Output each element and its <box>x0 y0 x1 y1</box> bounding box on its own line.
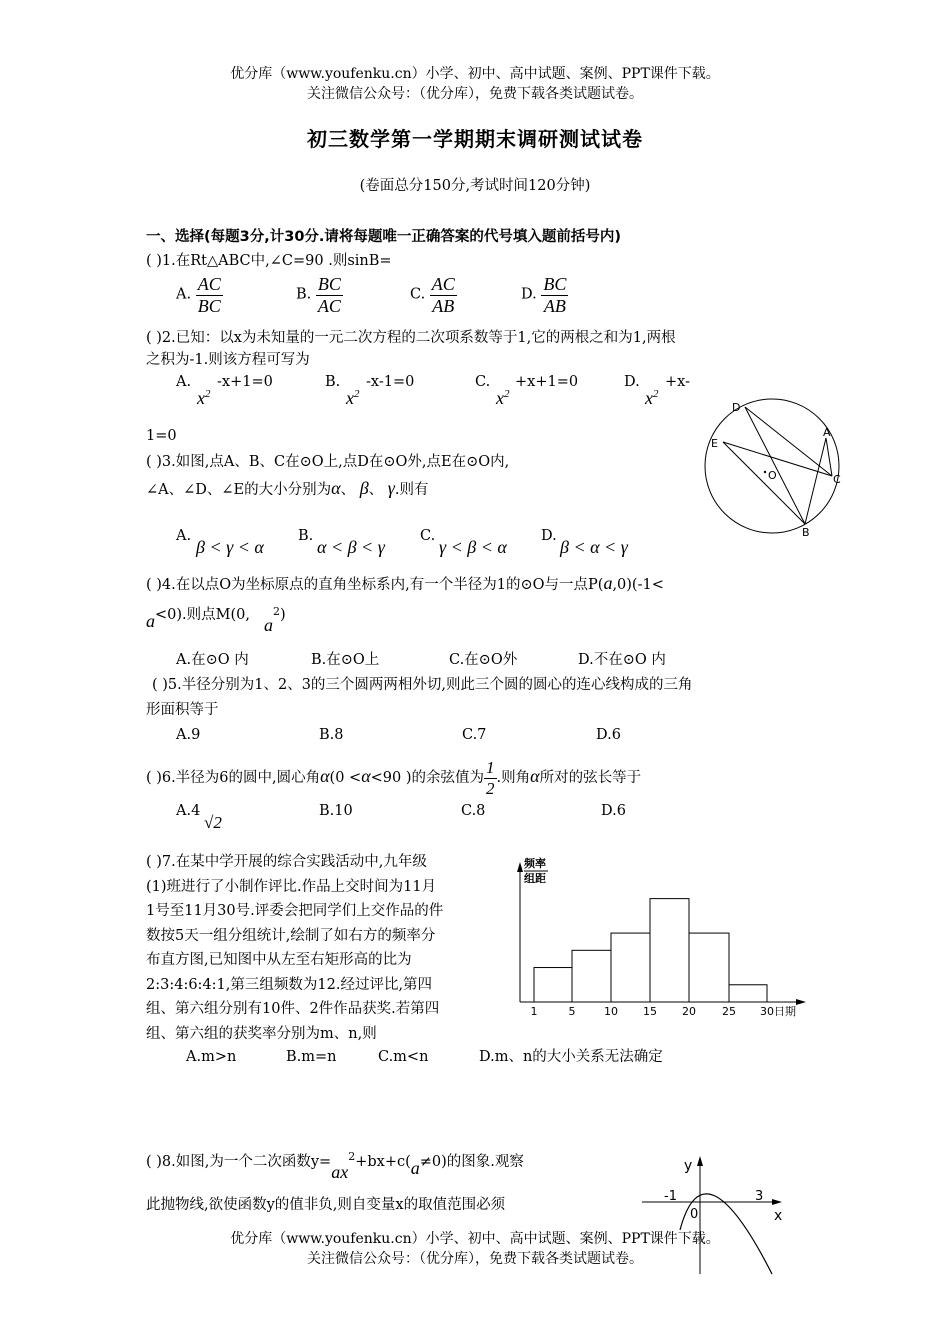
q8-line-2: 此抛物线,欲使函数y的值非负,则自变量x的取值范围必须 <box>146 1197 506 1213</box>
q7-option-d: D.m、n的大小关系无法确定 <box>479 1049 663 1065</box>
footer-line-1: 优分库（www.youfenku.cn）小学、初中、高中试题、案例、PPT课件下载。 <box>230 1231 720 1247</box>
q5-line-1: ( )5.半径分别为1、2、3的三个圆两两相外切,则此三个圆的圆心的连心线构成的三角 <box>152 677 693 693</box>
q7-line: 布直方图,已知图中从左至右矩形高的比为 <box>146 952 412 968</box>
header-line-2: 关注微信公众号：（优分库），免费下载各类试题试卷。 <box>307 86 643 102</box>
q7-option-c: C.m<n <box>378 1049 429 1065</box>
x-tick-label: 20 <box>682 1005 696 1018</box>
q3-option-b-label: B. <box>298 528 314 544</box>
q2-option-a-xsq: $x^2$ <box>197 388 211 408</box>
q6-option-a: A.4 <box>176 803 201 819</box>
q7-option-a: A.m>n <box>186 1049 237 1065</box>
histogram-bar-1-5 <box>534 968 572 1002</box>
label-d: D <box>732 401 741 414</box>
line-a-c <box>826 438 832 476</box>
q2-option-b-xsq: $x^2$ <box>346 388 360 408</box>
q1-option-b: B. $\frac{BC}{AC}$ <box>296 274 341 316</box>
q2-option-c-text: +x+1=0 <box>515 374 579 390</box>
label-o: O <box>768 469 777 482</box>
label-y: y <box>684 1158 693 1174</box>
label-x: x <box>774 1208 783 1224</box>
line-a-b <box>805 438 826 524</box>
q5-option-b: B.8 <box>319 727 344 743</box>
histogram-bar-20-25 <box>689 933 729 1002</box>
q7-line: 组、第六组的获奖率分别为m、n,则 <box>146 1025 377 1042</box>
footer-line-2: 关注微信公众号：（优分库），免费下载各类试题试卷。 <box>307 1251 643 1267</box>
q1-b-fraction: $\frac{BC}{AC}$ <box>317 274 341 316</box>
q1-option-a: A. $\frac{AC}{BC}$ <box>176 274 221 316</box>
q2-line-1: ( )2.已知：以x为未知量的一元二次方程的二次项系数等于1,它的两根之和为1,两根 <box>146 330 676 346</box>
q5-option-d: D.6 <box>596 727 621 743</box>
q5-option-a: A.9 <box>176 727 201 743</box>
q3-line-1: ( )3.如图,点A、B、C在⊙O上,点D在⊙O外,点E在⊙O内, <box>146 454 510 470</box>
q4-option-b: B.在⊙O上 <box>311 652 380 668</box>
q3-option-b: α < β < γ <box>317 537 385 557</box>
q5-option-c: C.7 <box>462 727 487 743</box>
q1-stem: ( )1.在Rt△ABC中,∠C=90 .则sinB= <box>146 253 392 269</box>
q6-option-a-root: √2 <box>204 813 222 832</box>
page-title: 初三数学第一学期期末调研测试试卷 <box>307 127 643 151</box>
q3-option-c: γ < β < α <box>439 537 507 557</box>
histogram-bar-25-30 <box>729 985 767 1002</box>
line-d-b <box>745 407 805 524</box>
q3-option-d-label: D. <box>541 528 557 544</box>
label-3: 3 <box>755 1189 764 1204</box>
histogram-bar-5-10 <box>572 950 611 1002</box>
q7-line: (1)班进行了小制作评比.作品上交时间为11月 <box>146 878 437 895</box>
label-c: C <box>833 473 841 486</box>
q5-line-2: 形面积等于 <box>146 702 219 718</box>
x-axis-arrow <box>796 999 806 1005</box>
q2-option-a-text: -x+1=0 <box>217 374 273 390</box>
q2-option-c-xsq: $x^2$ <box>496 388 510 408</box>
x-tick-label: 30 <box>760 1005 774 1018</box>
q3-option-d: β < α < γ <box>560 537 628 557</box>
histogram-bar-15-20 <box>650 899 689 1002</box>
q7-line: 1号至11月30号.评委会把同学们上交作品的件 <box>146 903 444 919</box>
label-e: E <box>711 437 718 450</box>
x-tick-label: 25 <box>722 1005 736 1018</box>
q2-option-d-xsq: $x^2$ <box>645 388 659 408</box>
q4-option-d: D.不在⊙O 内 <box>578 652 666 668</box>
q1-a-fraction: $\frac{AC}{BC}$ <box>197 274 221 316</box>
q1-option-d: D. $\frac{BC}{AB}$ <box>521 274 567 316</box>
q4-option-c: C.在⊙O外 <box>449 652 518 668</box>
header-line-1: 优分库（www.youfenku.cn）小学、初中、高中试题、案例、PPT课件下载。 <box>230 66 720 82</box>
q3-circle-figure <box>698 394 858 544</box>
q6-option-b: B.10 <box>319 803 353 819</box>
q2-option-a-label: A. <box>176 374 192 390</box>
label-a: A <box>823 426 831 439</box>
q3-option-a: β < γ < α <box>196 537 264 557</box>
q4-option-a: A.在⊙O 内 <box>176 652 249 668</box>
q2-continuation: 1=0 <box>146 428 177 444</box>
y-axis-arrow <box>697 1156 703 1166</box>
x-axis-arrow <box>772 1199 782 1205</box>
q2-option-b-label: B. <box>325 374 341 390</box>
q7-paragraph <box>146 850 443 1046</box>
q6-option-d: D.6 <box>601 803 626 819</box>
x-tick-label: 5 <box>568 1005 576 1018</box>
x-label: 日期 <box>774 1005 796 1018</box>
section-heading: 一、选择(每题3分,计30分.请将每题唯一正确答案的代号填入题前括号内) <box>146 229 622 245</box>
q4-line-2: a<0).则点M(0, $a^2$) <box>146 605 286 635</box>
q1-c-fraction: $\frac{AC}{AB}$ <box>431 274 455 316</box>
q7-histogram <box>512 852 812 1024</box>
q4-line-1: ( )4.在以点O为坐标原点的直角坐标系内,有一个半径为1的⊙O与一点P(a,0)(-1< <box>146 573 664 593</box>
q3-line-2: ∠A、∠D、∠E的大小分别为α、 β、 γ.则有 <box>146 478 429 498</box>
center-dot <box>764 471 766 473</box>
x-tick-label: 10 <box>604 1005 618 1018</box>
page-subtitle: (卷面总分150分,考试时间120分钟) <box>359 178 591 194</box>
q7-line: 组、第六组分别有10件、2件作品获奖.若第四 <box>146 1001 440 1017</box>
q6-line: ( )6.半径为6的圆中,圆心角α(0 <α<90 )的余弦值为 $\frac{1}{2}$ .则角α所对的弦长等于 <box>146 758 642 798</box>
q2-option-b-text: -x-1=0 <box>366 374 415 390</box>
histogram-bar-10-15 <box>611 933 650 1002</box>
q3-option-a-label: A. <box>176 528 192 544</box>
q2-option-d-label: D. <box>624 374 640 390</box>
label-minus-1: -1 <box>664 1189 677 1204</box>
q6-option-c: C.8 <box>461 803 486 819</box>
label-origin: 0 <box>690 1207 699 1222</box>
y-label-top: 频率 <box>524 857 546 870</box>
q8-line-1: ( )8.如图,为一个二次函数$y=ax^2+bx+c(a\ne 0)$的图象.观察 <box>146 1150 524 1182</box>
q7-line: 2:3:4:6:4:1,第三组频数为12.经过评比,第四 <box>146 976 433 993</box>
q3-option-c-label: C. <box>420 528 436 544</box>
y-label-bottom: 组距 <box>524 872 546 885</box>
q2-option-d-text: +x- <box>665 374 690 390</box>
q7-option-b: B.m=n <box>286 1049 337 1065</box>
y-axis-arrow <box>517 862 523 872</box>
q7-line: 数按5天一组分组统计,绘制了如右方的频率分 <box>146 927 436 944</box>
q7-line: ( )7.在某中学开展的综合实践活动中,九年级 <box>146 854 427 870</box>
q1-d-fraction: $\frac{BC}{AB}$ <box>543 274 567 316</box>
label-b: B <box>802 526 810 539</box>
q1-option-c: C. $\frac{AC}{AB}$ <box>410 274 455 316</box>
q2-option-c-label: C. <box>475 374 491 390</box>
x-tick-label: 1 <box>530 1005 538 1018</box>
q2-line-2: 之积为-1.则该方程可写为 <box>146 352 310 368</box>
x-tick-label: 15 <box>643 1005 657 1018</box>
